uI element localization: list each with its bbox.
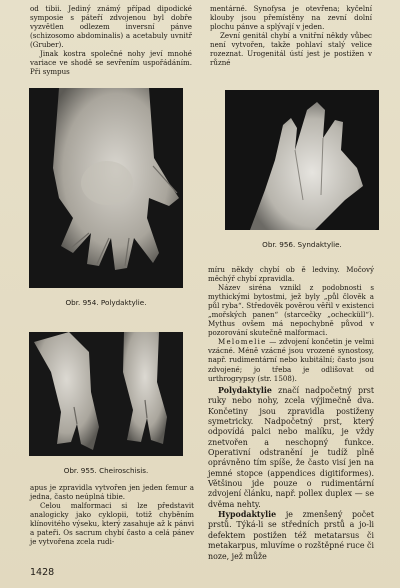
figure-955-caption: Obr. 955. Cheiroschisis.: [63, 466, 149, 475]
paragraph: [208, 510, 374, 562]
term-text: — zdvojení končetin je velmi vzácné. Méně vzácné jsou vrozené synostosy, např. rudimentární nebo kubitální; často jsou zdvojené; jo třeba je odlišovat od urthrogrypsy (str. 1508).: [208, 337, 374, 383]
paragraph: míru někdy chybí ob ě ledviny. Močový měchýř chybí zpravidla.: [208, 265, 374, 284]
paragraph: mentárné. Synofysa je otevřena; kyčelní klouby jsou přemístěny na zevní dolní plochu pánve a splývají v jeden.: [210, 4, 372, 32]
paragraph: Zevní genitál chybí a vnitřní někdy vůbec není vytvořen, takže pohlaví stalý velice rozeznat. Urogenitál ústí jest je postižen v různé: [210, 31, 372, 68]
figure-956-photo: [225, 90, 379, 230]
paragraph: Celou malformaci si lze představit analogicky jako cyklopii, totiž chyběním klínovitého výseku, který zasahuje až k pánvi a pateři. Os sacrum chybí často a celá pánev je vytvořena zcela rudi-: [30, 501, 194, 547]
paragraph: Název siréna vznikl z podobnosti s mythickými bytostmi, jež byly „půl člověk a půl ryba“. Středověk pověrou věřil v existenci „mořských panen“ (starcečky „ochecküll“). Mythus ovšem má nepochybně původ v pozorování skutečně malformaci.: [208, 283, 374, 338]
term-text: značí nadpočetný prst ruky nebo nohy, zcela výjimečně dva. Končetiny jsou zpravidla postiženy symetricky. Nadpočetný prst, který odpovídá palci nebo malíku, je vždy znetvořen a neschopný funkce. Operativní odstranění je tudíž plně oprávněno tím spíše, že často visí jen na jemné stopce (appendices digitiformes). Většinou jde pouze o rudimentární zdvojení článku, např. pollex duplex — se dvěma nehty.: [208, 386, 374, 509]
term-label: Polydaktylie: [218, 386, 272, 395]
figure-956-caption: Obr. 956. Syndaktylie.: [262, 240, 342, 249]
left-bottom-text: [30, 483, 194, 546]
figure-954-photo: [29, 88, 183, 288]
paragraph: apus je zpravidla vytvořen jen jeden femur a jedna, často neúplná tibie.: [30, 483, 194, 502]
paragraph: [208, 386, 374, 510]
right-body-text: [208, 386, 374, 562]
right-top-text: [210, 4, 372, 67]
left-top-text: [30, 4, 192, 76]
paragraph: od tibii. Jediný známý případ dipodické symposie s páteří zdvojenou byl dobře vyzvětlen odlezem inversní pánve (schizosomo abdominalis) a acetabuly uvnitř (Gruber).: [30, 4, 192, 50]
right-mid-text: [208, 265, 374, 383]
page-number: 1428: [30, 567, 55, 578]
term-label: Hypodaktylie: [218, 510, 277, 520]
paragraph: Jinak kostra společné nohy jeví mnohé variace ve shodě se sevřením uspořádáním. Při sympus: [30, 49, 192, 77]
term-text: je zmenšený počet prstů. Týká-li se středních prstů a jo-li defektem postižen též metatarsus či metakarpus, mluvíme o rozštěpné ruce či noze, jež může: [208, 510, 374, 561]
figure-955-photo: [29, 332, 183, 456]
paragraph: [208, 337, 374, 382]
term-label: Melomelie: [218, 337, 267, 347]
figure-954-caption: Obr. 954. Polydaktylie.: [65, 298, 147, 307]
